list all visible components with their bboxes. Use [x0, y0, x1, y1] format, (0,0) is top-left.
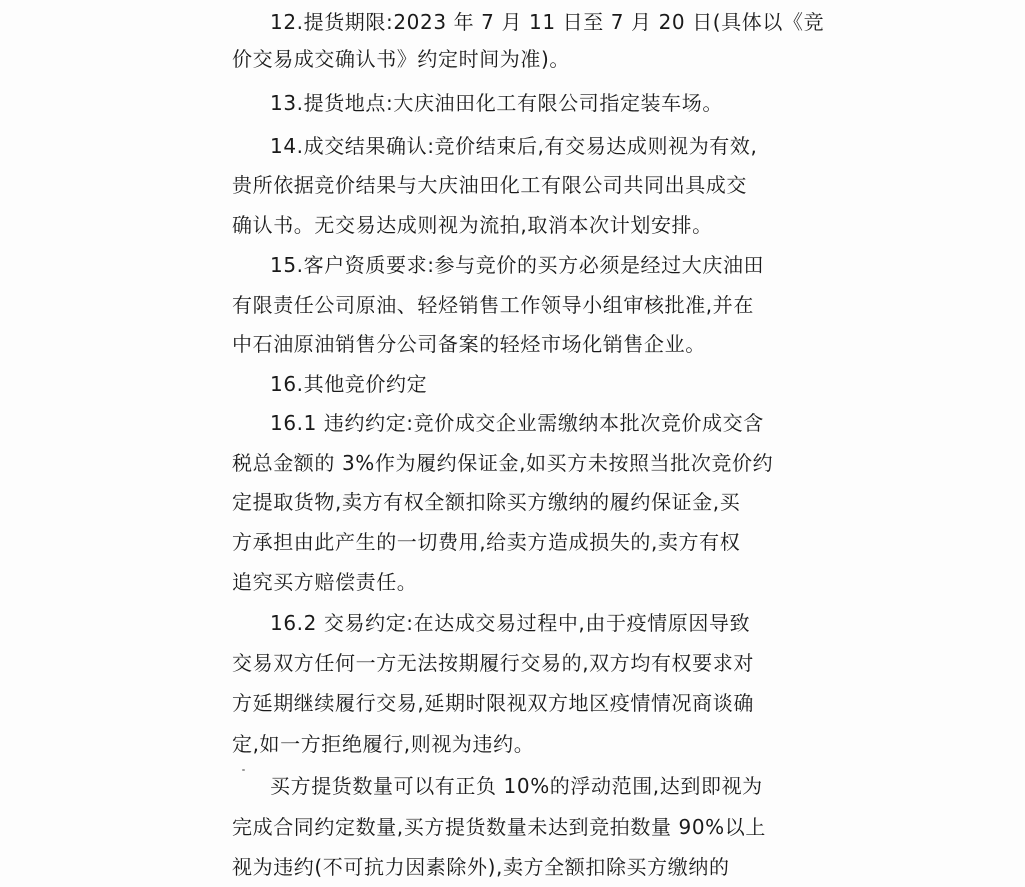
clause-13-line-1: 13.提货地点:大庆油田化工有限公司指定装车场。 [270, 91, 723, 115]
clause-15-line-1: 15.客户资质要求:参与竞价的买方必须是经过大庆油田 [270, 253, 765, 277]
clause-14-line-3: 确认书。无交易达成则视为流拍,取消本次计划安排。 [232, 213, 713, 237]
quantity-clause-line-2: 完成合同约定数量,买方提货数量未达到竞拍数量 90%以上 [232, 815, 766, 839]
clause-14-line-2: 贵所依据竞价结果与大庆油田化工有限公司共同出具成交 [232, 173, 747, 197]
clause-16-heading: 16.其他竞价约定 [270, 372, 428, 396]
clause-16-2-line-2: 交易双方任何一方无法按期履行交易的,双方均有权要求对 [232, 651, 754, 675]
clause-16-1-line-2: 税总金额的 3%作为履约保证金,如买方未按照当批次竞价约 [232, 451, 774, 475]
clause-14-line-1: 14.成交结果确认:竞价结束后,有交易达成则视为有效, [270, 134, 758, 158]
clause-16-2-line-1: 16.2 交易约定:在达成交易过程中,由于疫情原因导致 [270, 611, 751, 635]
clause-15-line-3: 中石油原油销售分公司备案的轻烃市场化销售企业。 [232, 332, 706, 356]
clause-16-1-line-4: 方承担由此产生的一切费用,给卖方造成损失的,卖方有权 [232, 530, 741, 554]
clause-16-2-line-4: 定,如一方拒绝履行,则视为违约。 [232, 732, 535, 756]
quantity-clause-line-1: 买方提货数量可以有正负 10%的浮动范围,达到即视为 [270, 774, 763, 798]
clause-15-line-2: 有限责任公司原油、轻烃销售工作领导小组审核批准,并在 [232, 293, 754, 317]
clause-16-2-line-3: 方延期继续履行交易,延期时限视双方地区疫情情况商谈确 [232, 691, 754, 715]
clause-16-1-line-5: 追究买方赔偿责任。 [232, 570, 418, 594]
clause-12-line-1: 12.提货期限:2023 年 7 月 11 日至 7 月 20 日(具体以《竞 [270, 10, 825, 34]
quantity-clause-line-3: 视为违约(不可抗力因素除外),卖方全额扣除买方缴纳的 [232, 855, 730, 879]
scan-speck [242, 769, 245, 771]
clause-12-line-2: 价交易成交确认书》约定时间为准)。 [232, 47, 571, 71]
clause-16-1-line-3: 定提取货物,卖方有权全额扣除买方缴纳的履约保证金,买 [232, 490, 741, 514]
clause-16-1-line-1: 16.1 违约约定:竞价成交企业需缴纳本批次竞价成交含 [270, 411, 764, 435]
